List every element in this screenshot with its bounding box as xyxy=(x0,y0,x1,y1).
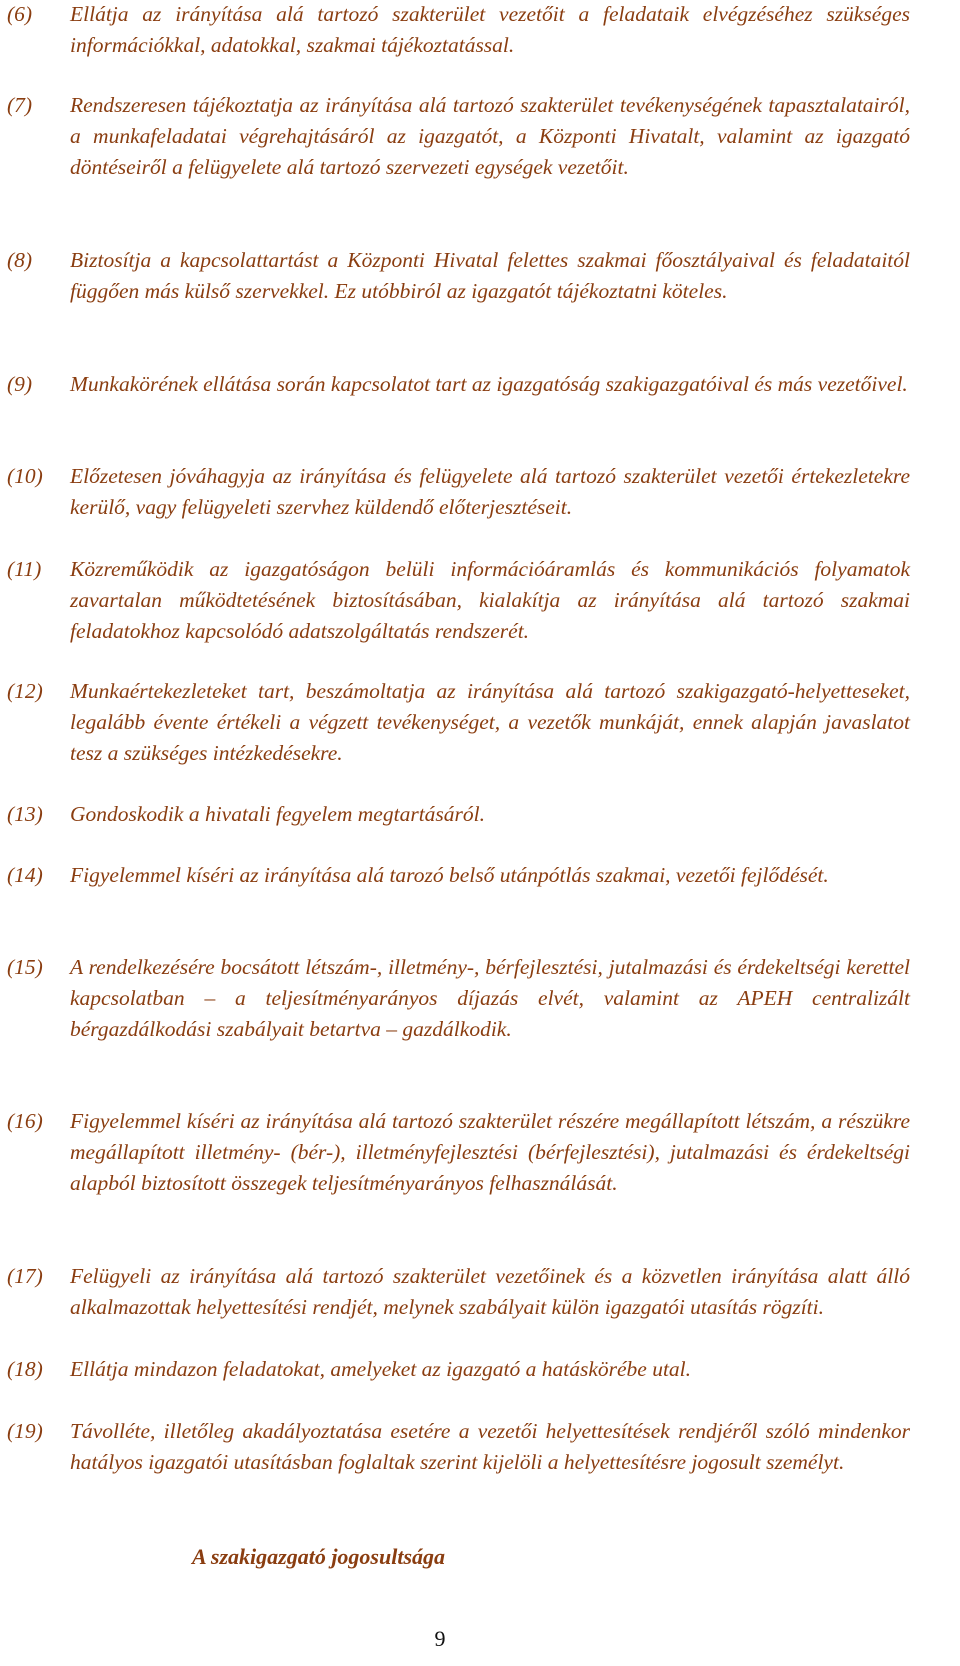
clause-number: (11) xyxy=(7,557,42,581)
clause-number: (13) xyxy=(7,802,43,826)
clause-17 xyxy=(0,1261,960,1323)
clause-text: Ellátja az irányítása alá tartozó szakterület vezetőit a feladataik elvégzéséhez szükséges információkkal, adatokkal, szakmai tájékoztatással. xyxy=(70,2,910,58)
clause-6 xyxy=(0,0,960,61)
clause-text: Figyelemmel kíséri az irányítása alá tarozó belső utánpótlás szakmai, vezetői fejlődését. xyxy=(70,863,829,887)
clause-14 xyxy=(0,860,960,891)
clause-text: A rendelkezésére bocsátott létszám-, illetmény-, bérfejlesztési, jutalmazási és érdekeltségi kerettel kapcsolatban – a teljesítményarányos díjazás elvét, valamint az APEH centralizált bérgazdálkodási szabályait betartva – gazdálkodik. xyxy=(70,955,910,1042)
clause-number: (18) xyxy=(7,1357,43,1381)
page-number: 9 xyxy=(434,1626,446,1651)
clause-number: (6) xyxy=(7,2,33,26)
clause-number: (12) xyxy=(7,679,43,703)
clause-11 xyxy=(0,554,960,648)
clause-text: Előzetesen jóváhagyja az irányítása és felügyelete alá tartozó szakterület vezetői értekezletekre kerülő, vagy felügyeleti szervhez küldendő előterjesztéseit. xyxy=(70,464,910,520)
clause-18 xyxy=(0,1354,960,1385)
clause-number: (17) xyxy=(7,1264,43,1288)
clause-text: Felügyeli az irányítása alá tartozó szakterület vezetőinek és a közvetlen irányítása alatt álló alkalmazottak helyettesítési rendjét, melynek szabályait külön igazgatói utasítás rögzíti. xyxy=(70,1264,910,1320)
clause-number: (15) xyxy=(7,955,43,979)
clause-number: (10) xyxy=(7,464,43,488)
clause-number: (7) xyxy=(7,93,33,117)
clause-number: (8) xyxy=(7,248,33,272)
clause-text: Rendszeresen tájékoztatja az irányítása alá tartozó szakterület tevékenységének tapasztalatairól, a munkafeladatai végrehajtásáról az igazgatót, a Központi Hivatalt, valamint az igazgató döntéseiről a felügyelete alá tartozó szervezeti egységek vezetőit. xyxy=(70,93,910,180)
clause-13 xyxy=(0,799,960,830)
clause-9 xyxy=(0,369,960,400)
clause-7 xyxy=(0,90,960,184)
clause-text: Munkakörének ellátása során kapcsolatot tart az igazgatóság szakigazgatóival és más vezetőivel. xyxy=(70,372,908,396)
section-heading: A szakigazgató jogosultsága xyxy=(191,1544,446,1569)
clause-19 xyxy=(0,1416,960,1478)
clause-text: Közreműködik az igazgatóságon belüli információáramlás és kommunikációs folyamatok zavartalan működtetésének biztosításában, kialakítja az irányítása alá tartozó szakmai feladatokhoz kapcsolódó adatszolgáltatás rendszerét. xyxy=(70,557,910,644)
clause-text: Munkaértekezleteket tart, beszámoltatja az irányítása alá tartozó szakigazgató-helyetteseket, legalább évente értékeli a végzett tevékenységet, a vezetők munkáját, ennek alapján javaslatot tesz a szükséges intézkedésekre. xyxy=(70,679,910,766)
clause-text: Távolléte, illetőleg akadályoztatása esetére a vezetői helyettesítések rendjéről szóló mindenkor hatályos igazgatói utasításban foglaltak szerint kijelöli a helyettesítésre jogosult személyt. xyxy=(70,1419,910,1475)
clause-number: (16) xyxy=(7,1109,43,1133)
clause-number: (9) xyxy=(7,372,33,396)
clause-text: Biztosítja a kapcsolattartást a Központi Hivatal felettes szakmai főosztályaival és feladataitól függően más külső szervekkel. Ez utóbbiról az igazgatót tájékoztatni köteles. xyxy=(70,248,910,304)
clause-12 xyxy=(0,676,960,770)
clause-text: Gondoskodik a hivatali fegyelem megtartásáról. xyxy=(70,802,485,826)
clause-number: (14) xyxy=(7,863,43,887)
clause-8 xyxy=(0,245,960,307)
clause-10 xyxy=(0,461,960,523)
clause-text: Figyelemmel kíséri az irányítása alá tartozó szakterület részére megállapított létszám, a részükre megállapított illetmény- (bér-), illetményfejlesztési (bérfejlesztési), jutalmazási és érdekeltségi alapból biztosított összegek teljesítményarányos felhasználását. xyxy=(70,1109,910,1196)
clause-15 xyxy=(0,952,960,1046)
clause-number: (19) xyxy=(7,1419,43,1443)
clause-16 xyxy=(0,1106,960,1200)
clause-text: Ellátja mindazon feladatokat, amelyeket az igazgató a hatáskörébe utal. xyxy=(70,1357,692,1381)
